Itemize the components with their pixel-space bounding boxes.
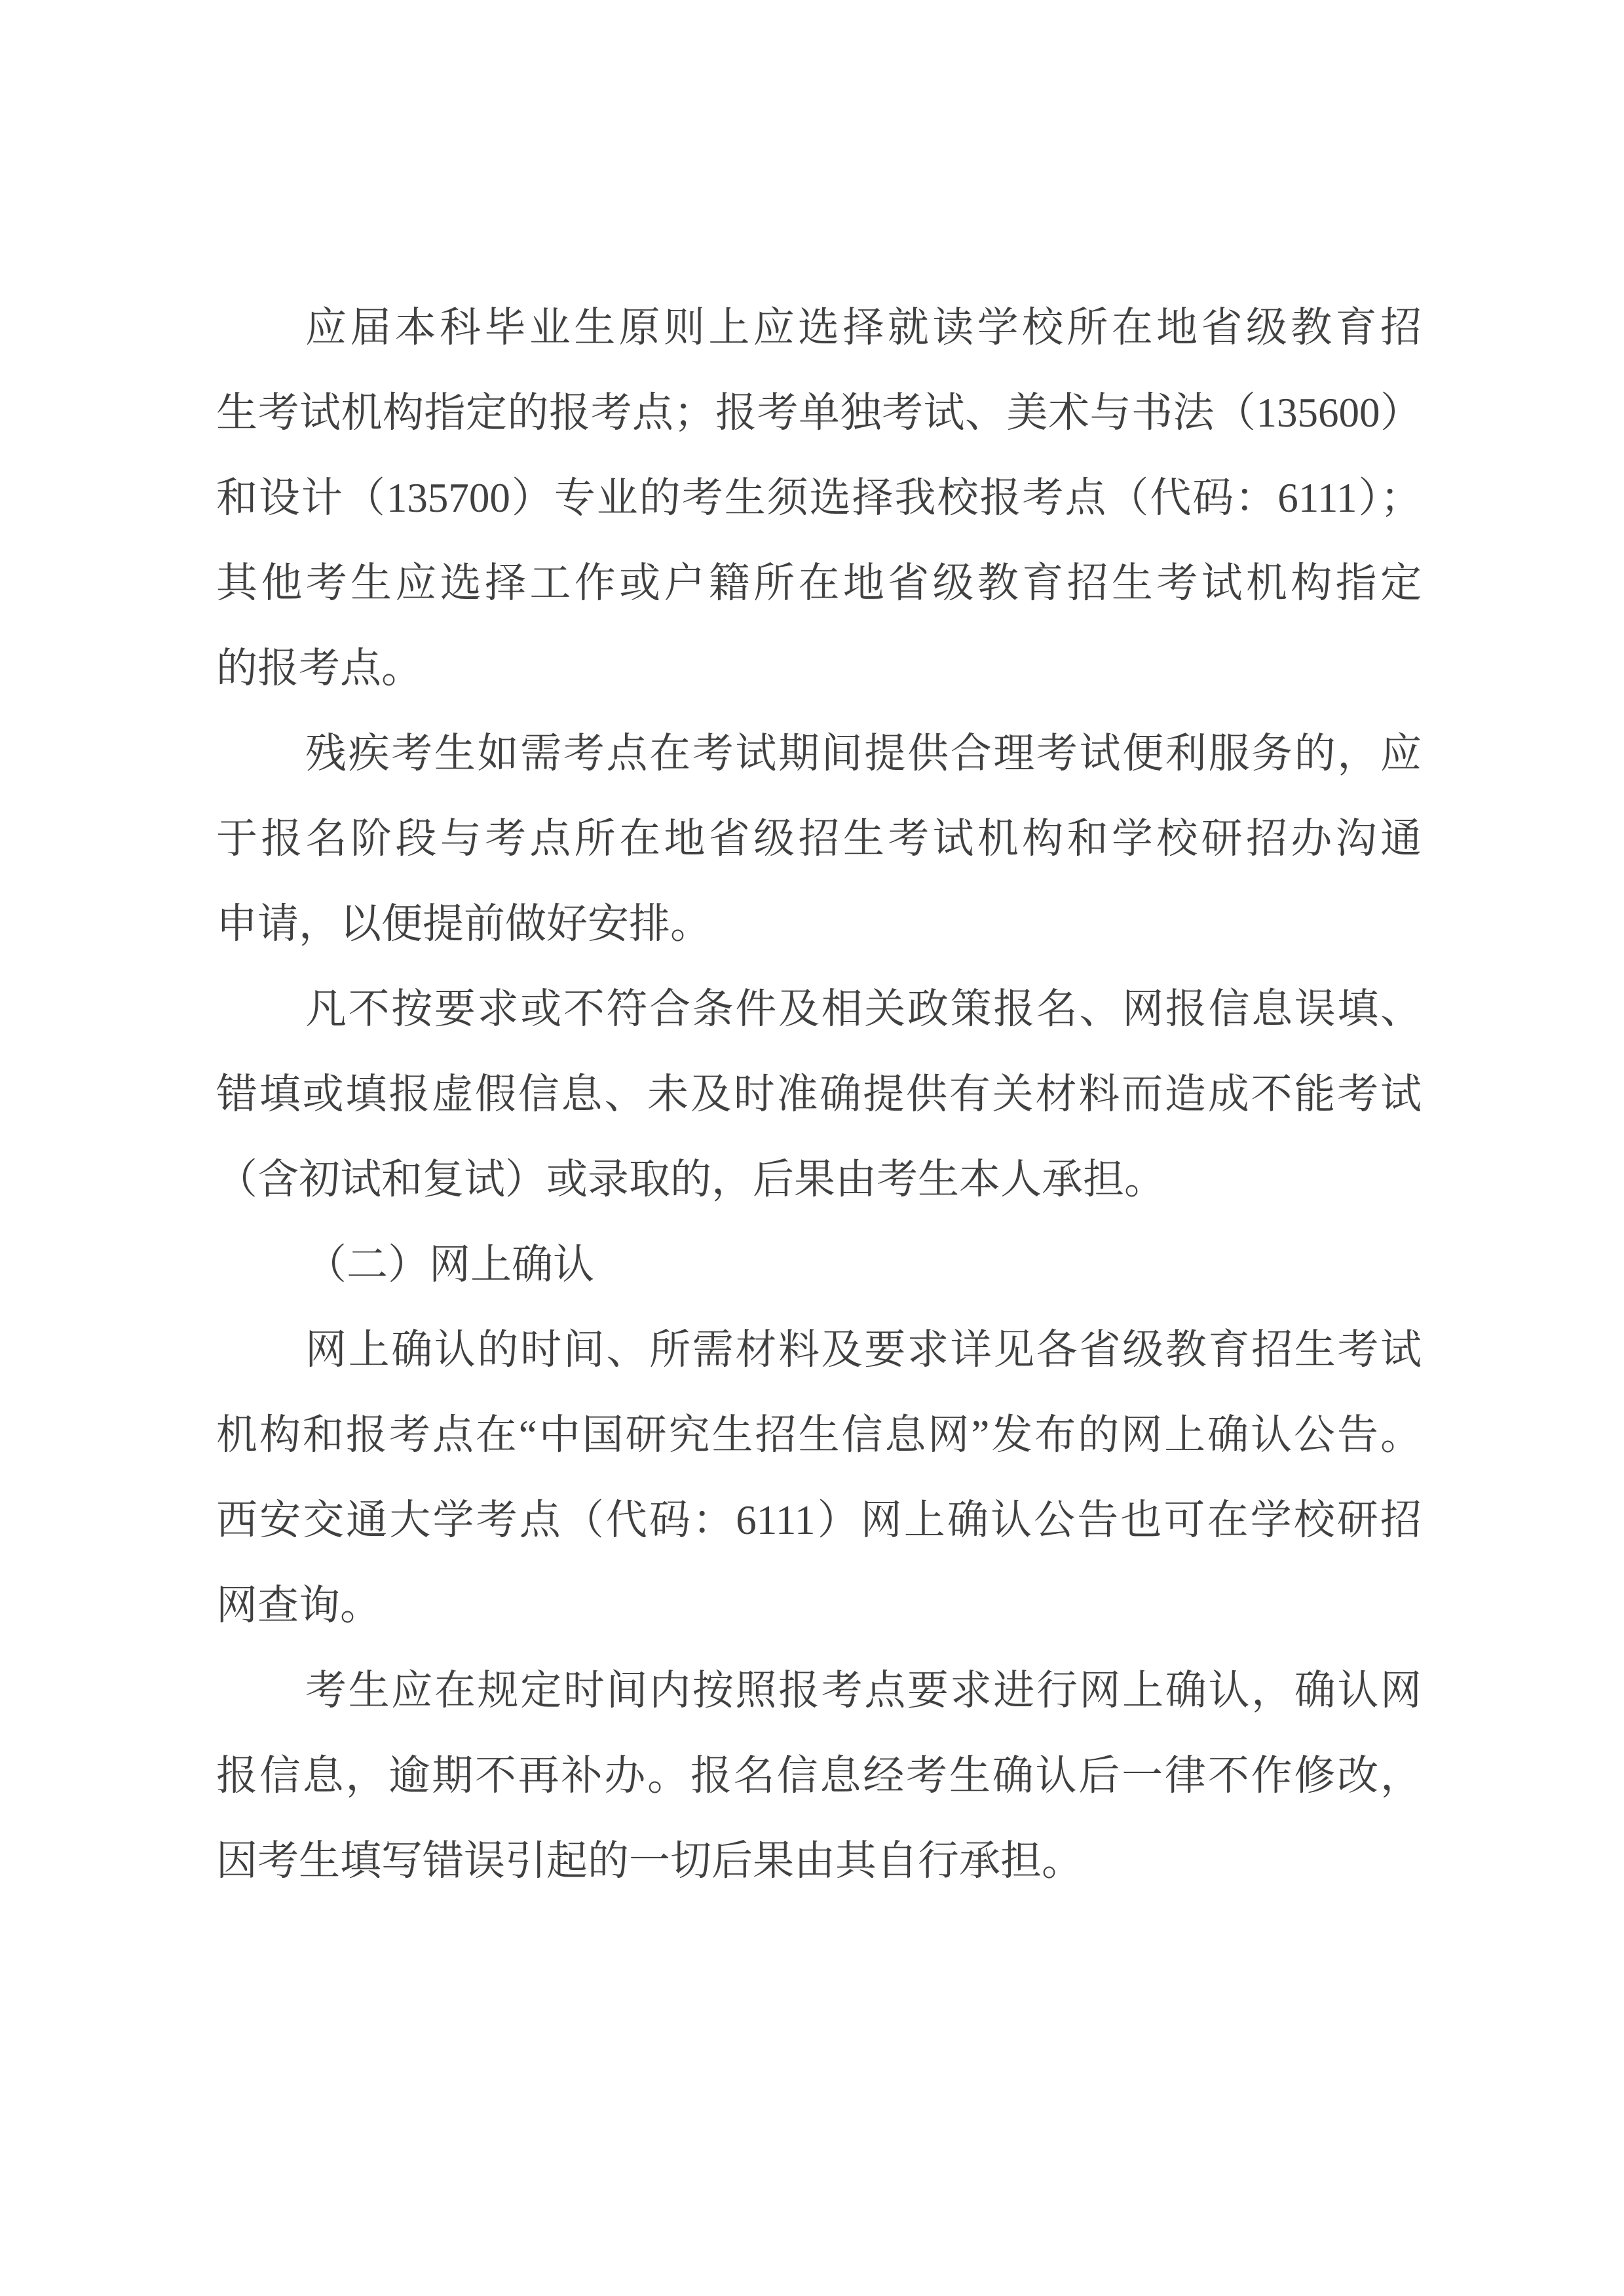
- text-line: 和设计（135700）专业的考生须选择我校报考点（代码：6111）；: [216, 475, 1422, 521]
- text-line: 其他考生应选择工作或户籍所在地省级教育招生考试机构指定: [216, 560, 1422, 606]
- text-line: 报信息，逾期不再补办。报名信息经考生确认后一律不作修改，: [216, 1753, 1422, 1799]
- text-line: 考生应在规定时间内按照报考点要求进行网上确认，确认网: [305, 1668, 1422, 1713]
- text-line: 网上确认的时间、所需材料及要求详见各省级教育招生考试: [305, 1327, 1422, 1373]
- document-text-block: [216, 285, 1422, 1904]
- text-line: 申请，以便提前做好安排。: [216, 901, 711, 947]
- text-line: 西安交通大学考点（代码：6111）网上确认公告也可在学校研招: [216, 1497, 1422, 1543]
- section-heading-line: （二）网上确认: [305, 1242, 594, 1288]
- text-line: 网查询。: [216, 1582, 381, 1628]
- text-line: 凡不按要求或不符合条件及相关政策报名、网报信息误填、: [305, 986, 1422, 1032]
- text-line: （含初试和复试）或录取的，后果由考生本人承担。: [216, 1157, 1165, 1202]
- text-line: 的报考点。: [216, 645, 423, 691]
- text-line: 错填或填报虚假信息、未及时准确提供有关材料而造成不能考试: [216, 1071, 1422, 1117]
- text-line: 生考试机构指定的报考点；报考单独考试、美术与书法（135600）: [216, 390, 1422, 436]
- text-line: 应届本科毕业生原则上应选择就读学校所在地省级教育招: [305, 305, 1422, 351]
- paragraph: [216, 285, 1422, 711]
- text-line: 因考生填写错误引起的一切后果由其自行承担。: [216, 1838, 1083, 1884]
- paragraph: [216, 966, 1422, 1222]
- text-line: 于报名阶段与考点所在地省级招生考试机构和学校研招办沟通: [216, 816, 1422, 862]
- paragraph: [216, 711, 1422, 966]
- text-line: 残疾考生如需考点在考试期间提供合理考试便利服务的，应: [305, 731, 1422, 776]
- paragraph-section-heading: [216, 1222, 1422, 1307]
- paragraph: [216, 1307, 1422, 1648]
- paragraph: [216, 1648, 1422, 1904]
- text-line: 机构和报考点在“中国研究生招生信息网”发布的网上确认公告。: [216, 1412, 1422, 1458]
